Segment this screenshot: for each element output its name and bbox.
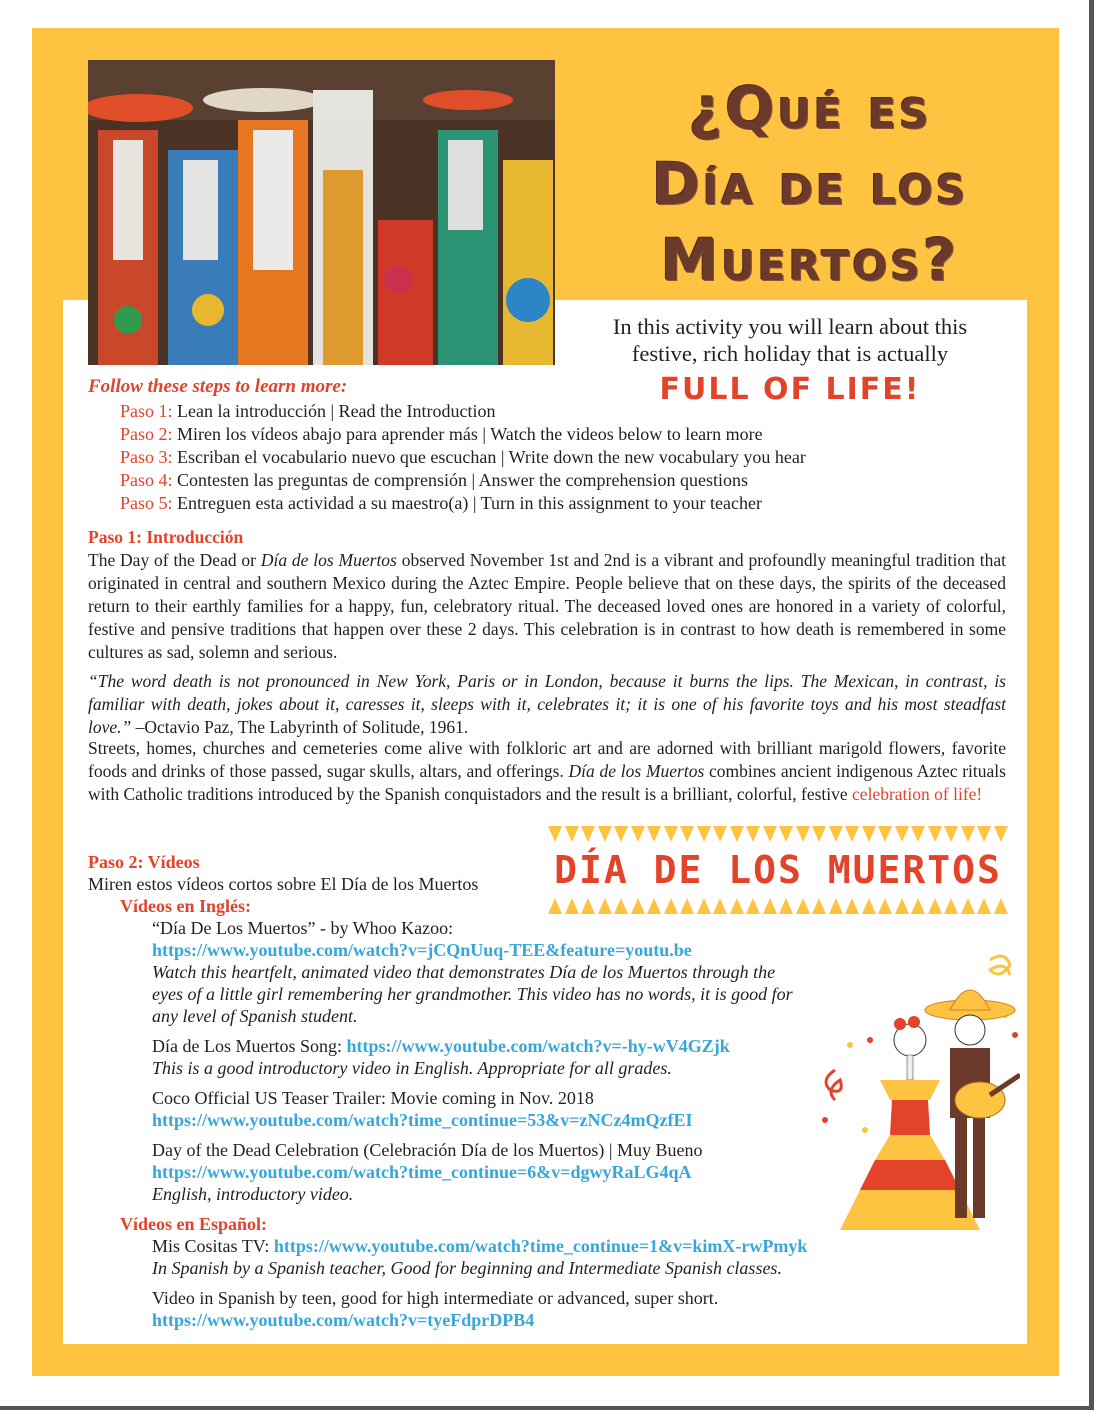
introduction-section [88, 526, 1006, 664]
video-note: In Spanish by a Spanish teacher, Good for beginning and Intermediate Spanish classes. [152, 1258, 782, 1278]
steps-heading: Follow these steps to learn more: [88, 376, 348, 397]
video-link[interactable]: https://www.youtube.com/watch?time_continue=6&v=dgwyRaLG4qA [152, 1162, 692, 1182]
video-note: English, introductory video. [152, 1184, 354, 1204]
video-title: “Día De Los Muertos” - by Whoo Kazoo: [152, 918, 454, 938]
videos-heading: Paso 2: Vídeos [88, 852, 200, 872]
intro-text [570, 313, 1010, 367]
video-item [152, 1287, 808, 1331]
video-title: Video in Spanish by teen, good for high intermediate or advanced, super short. [152, 1288, 719, 1308]
title-line-1: ¿Qué es [688, 74, 932, 142]
octavio-paz-quote [88, 670, 1006, 739]
text: Streets, homes, churches and cemeteries come alive with folkloric art and are adorned with brilliant marigold flowers, favorite foods and drinks of those passed, sugar skulls, altars, and offerings. [88, 738, 1006, 781]
step-label: Paso 3: [120, 447, 173, 467]
intro-line-2: festive, rich holiday that is actually [631, 341, 949, 366]
video-item [152, 1087, 808, 1131]
video-link[interactable]: https://www.youtube.com/watch?time_continue=1&v=kimX-rwPmyk [273, 1236, 808, 1256]
english-videos-heading: Vídeos en Inglés: [120, 896, 252, 916]
video-title: Coco Official US Teaser Trailer: Movie coming in Nov. 2018 [152, 1088, 594, 1108]
title-line-2: Día de los [651, 150, 969, 218]
step-text: Lean la introducción | Read the Introduction [172, 401, 496, 421]
papel-picado-top [548, 826, 1008, 842]
full-of-life-tagline: FULL OF LIFE! [659, 372, 921, 407]
step-label: Paso 1: [120, 401, 173, 421]
page-edge-right [1089, 0, 1094, 1410]
step-item [120, 492, 806, 515]
celebration-paragraph [88, 737, 1006, 806]
video-note: Watch this heartfelt, animated video that demonstrates Día de los Muertos through the eyes of a little girl remembering her grandmother. This video has no words, it is good for any level of Spanish student. [152, 962, 793, 1026]
emphasis: Día de los Muertos [260, 550, 397, 570]
text: The Day of the Dead or [88, 550, 261, 570]
text: observed November 1st and 2nd is a vibrant and profoundly meaningful tradition that originated in central and southern Mexico during the Aztec Empire. People believe that on these days, the spirits of the deceased return to their earthly families for a happy, fun, celebratory ritual. The deceased loved ones are honored in a variety of colorful, festive and pensive traditions that happen over these 2 days. This celebration is in contrast to how death is remembered in some cultures as sad, solemn and serious. [88, 550, 1006, 662]
video-link[interactable]: https://www.youtube.com/watch?v=tyeFdprDPB4 [152, 1310, 535, 1330]
video-title: Día de Los Muertos Song: [152, 1036, 347, 1056]
steps-list [120, 400, 806, 515]
title-line-3: Muertos? [660, 226, 960, 294]
step-item [120, 400, 806, 423]
video-item [152, 1035, 808, 1079]
video-item [152, 917, 808, 1027]
quote-attribution: –Octavio Paz, The Labyrinth of Solitude, 1961. [131, 717, 469, 737]
celebration-highlight: celebration of life! [852, 784, 983, 804]
videos-subtitle: Miren estos vídeos cortos sobre El Día de los Muertos [88, 874, 479, 894]
intro-heading: Paso 1: Introducción [88, 527, 244, 547]
videos-section [88, 851, 808, 1331]
video-link[interactable]: https://www.youtube.com/watch?v=jCQnUuq-TEE&feature=youtu.be [152, 940, 692, 960]
catrina-photo [88, 60, 555, 365]
step-item [120, 446, 806, 469]
video-link[interactable]: https://www.youtube.com/watch?time_continue=53&v=zNCz4mQzfEI [152, 1110, 693, 1130]
banner-title: DÍA DE LOS MUERTOS [554, 848, 1002, 892]
spanish-videos-heading: Vídeos en Español: [120, 1214, 268, 1234]
step-label: Paso 4: [120, 470, 173, 490]
video-link[interactable]: https://www.youtube.com/watch?v=-hy-wV4GZjk [346, 1036, 730, 1056]
video-title: Day of the Dead Celebration (Celebración Día de los Muertos) | Muy Bueno [152, 1140, 703, 1160]
step-item [120, 469, 806, 492]
step-label: Paso 5: [120, 493, 173, 513]
video-item [152, 1235, 808, 1279]
page-title [580, 70, 1040, 298]
emphasis: Día de los Muertos [568, 761, 705, 781]
step-label: Paso 2: [120, 424, 173, 444]
skeleton-couple-illustration [810, 940, 1020, 1240]
text: combines ancient indigenous Aztec rituals with Catholic traditions introduced by the Spanish conquistadors and the result is a brilliant, colorful, festive [88, 761, 1006, 804]
intro-line-1: In this activity you will learn about this [612, 314, 968, 339]
step-text: Contesten las preguntas de comprensión | Answer the comprehension questions [172, 470, 749, 490]
video-title: Mis Cositas TV: [152, 1236, 274, 1256]
video-item [152, 1139, 808, 1205]
step-text: Entreguen esta actividad a su maestro(a) | Turn in this assignment to your teacher [172, 493, 762, 513]
step-text: Escriban el vocabulario nuevo que escuchan | Write down the new vocabulary you hear [172, 447, 806, 467]
intro-paragraph [88, 549, 1006, 664]
video-note: This is a good introductory video in English. Appropriate for all grades. [152, 1058, 672, 1078]
quote-text: “The word death is not pronounced in New York, Paris or in London, because it burns the lips. The Mexican, in contrast, is familiar with death, jokes about it, caresses it, sleeps with it, celebrates it; it is one of his favorite toys and his most steadfast love.” [88, 671, 1006, 737]
page-edge-bottom [0, 1406, 1094, 1410]
step-item [120, 423, 806, 446]
step-text: Miren los vídeos abajo para aprender más | Watch the videos below to learn more [172, 424, 763, 444]
